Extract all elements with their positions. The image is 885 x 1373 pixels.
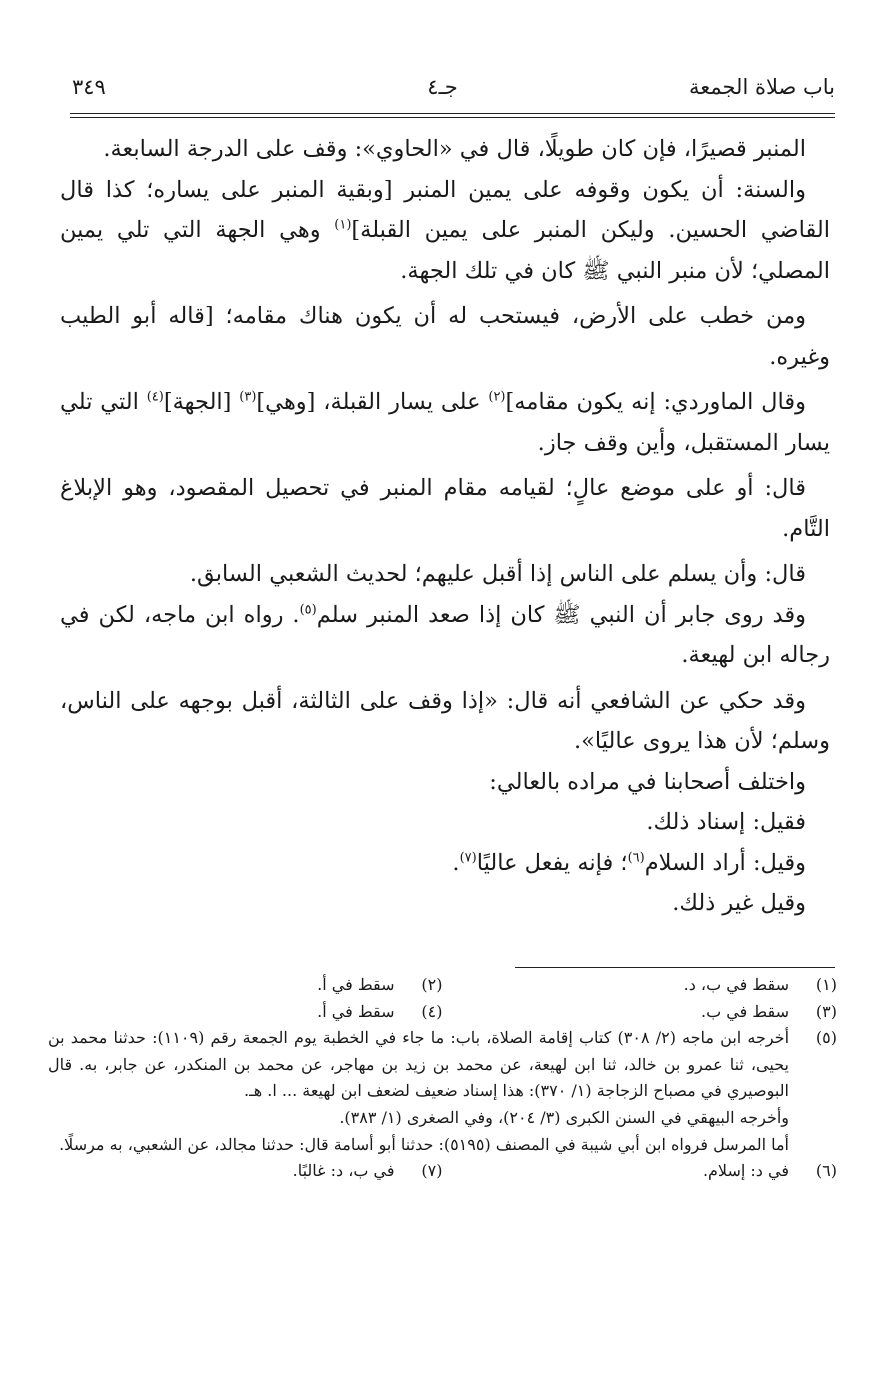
paragraph: المنبر قصيرًا، فإن كان طويلًا، قال في «الحاوي»: وقف على الدرجة السابعة. <box>103 136 806 162</box>
running-header-volume: جـ٤ <box>427 75 458 99</box>
running-header-title: باب صلاة الجمعة <box>688 75 835 99</box>
footnote: (١) سقط في ب، د. <box>683 975 837 994</box>
footnote: (٣) سقط في ب. <box>701 1001 837 1021</box>
footnote-ref: (٦) <box>627 850 645 865</box>
footnote-ref: (٣) <box>239 389 257 405</box>
footnote-ref: (١) <box>334 217 352 233</box>
footnote: (٢) سقط في أ. <box>317 975 443 994</box>
footnote: (٦) في د: إسلام. <box>702 1161 837 1181</box>
paragraph: فقيل: إسناد ذلك. <box>646 809 806 835</box>
footnote-row <box>48 972 837 999</box>
footnote-ref: (٥) <box>299 602 317 617</box>
footnote-ref: (٤) <box>146 389 164 405</box>
paragraph: وقيل: أراد السلام$^{(٦)}$؛ فإنه يفعل عاليًا$^{(٧)}$. <box>452 849 806 876</box>
footnote-separator <box>515 967 835 968</box>
main-text <box>60 129 830 924</box>
paragraph: قال: وأن يسلم على الناس إذا أقبل عليهم؛ لحديث الشعبي السابق. <box>189 561 806 587</box>
paragraph: قال: أو على موضع عالٍ؛ لقيامه مقام المنبر في تحصيل المقصود، وهو الإبلاغ التَّام. <box>60 475 830 542</box>
paragraph: وقد حكي عن الشافعي أنه قال: «إذا وقف على الثالثة، أقبل بوجهه على الناس، وسلم؛ لأن هذا يروى عاليًا». <box>60 687 830 754</box>
footnote-row <box>48 1158 837 1185</box>
header-rule <box>70 117 835 118</box>
footnote: (٤) سقط في أ. <box>317 1001 443 1021</box>
footnote-row <box>48 999 837 1026</box>
footnote-ref: (٢) <box>488 389 506 405</box>
paragraph: وقال الماوردي: إنه يكون مقامه]$^{(٢)}$ على يسار القبلة، [وهي]$^{(٣)}$ [الجهة]$^{(٤)}$ التي تلي يسار المستقبل، وأين وقف جاز. <box>60 389 830 456</box>
page-number: ٣٤٩ <box>72 75 106 99</box>
footnote-ref: (٧) <box>459 850 477 865</box>
footnote: (٥) أخرجه ابن ماجه (٢/ ٣٠٨) كتاب إقامة الصلاة، باب: ما جاء في الخطبة يوم الجمعة رقم (١١٠٩): حدثنا محمد بن يحيى، ثنا عمرو بن خالد، ثنا ابن لهيعة، عن محمد بن زيد بن مهاجر، عن محمد بن المنكدر، عن جابر، به. قال البوصيري في مصباح الزجاجة (١/ ٣٧٠): هذا إسناد ضعيف لضعف ابن لهيعة ... ا. هـ. وأخرجه البيهقي في السنن الكبرى (٣/ ٢٠٤)، وفي الصغرى (١/ ٣٨٣). أما المرسل فرواه ابن أبي شيبة في المصنف (٥١٩٥): حدثنا أبو أسامة قال: حدثنا مجالد، عن الشعبي، به مرسلًا. <box>48 1028 837 1154</box>
paragraph: وقد روى جابر أن النبي ﷺ كان إذا صعد المنبر سلم$^{(٥)}$. رواه ابن ماجه، لكن في رجاله ابن لهيعة. <box>60 601 830 668</box>
footnotes <box>48 972 837 1185</box>
footnote: (٧) في ب، د: غالبًا. <box>292 1161 443 1181</box>
paragraph: وقيل غير ذلك. <box>672 890 806 916</box>
header-rule <box>70 113 835 114</box>
paragraph: ومن خطب على الأرض، فيستحب له أن يكون هناك مقامه؛ [قاله أبو الطيب وغيره. <box>60 303 830 370</box>
paragraph: واختلف أصحابنا في مراده بالعالي: <box>489 768 806 795</box>
paragraph: والسنة: أن يكون وقوفه على يمين المنبر [وبقية المنبر على يساره؛ كذا قال القاضي الحسين. وليكن المنبر على يمين القبلة]$^{(١)}$ وهي الجهة التي تلي يمين المصلي؛ لأن منبر النبي ﷺ كان في تلك الجهة. <box>60 176 830 284</box>
